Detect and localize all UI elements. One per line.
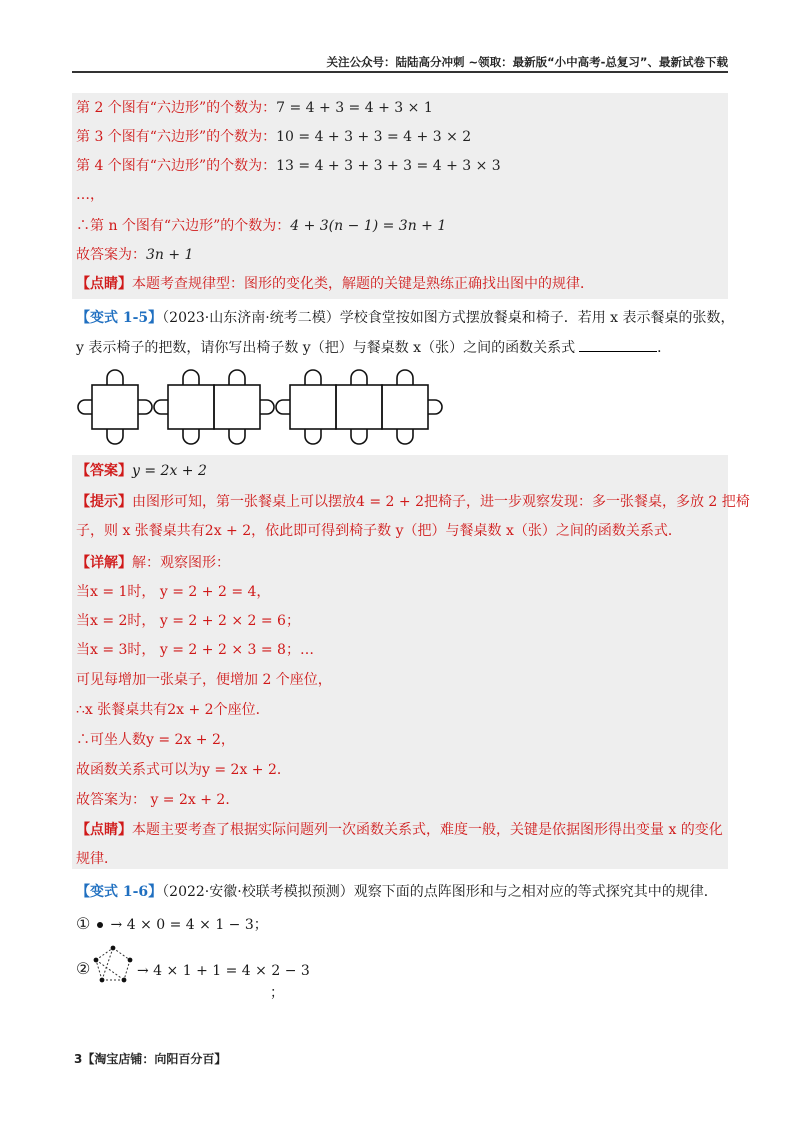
chair-bottom: [305, 429, 321, 444]
prev-line-nth-text: ∴第 n 个图有“六边形”的个数为：: [76, 218, 291, 234]
prev-line-nth: [76, 215, 446, 237]
hint-label: 【提示】: [76, 494, 132, 510]
dot: [100, 978, 105, 983]
chair-right: [260, 400, 274, 414]
q16-label: 【变式 1-6】: [76, 884, 163, 900]
detail-function: 故函数关系式可以为y = 2x + 2．: [76, 762, 291, 778]
detail-x2: 当x = 2时， y = 2 + 2 × 2 = 6；: [76, 613, 300, 629]
table-3c: [382, 385, 428, 429]
dot: [94, 958, 99, 963]
item1-expression: → 4 × 0 = 4 × 1 − 3；: [110, 917, 268, 933]
chair-bottom: [397, 429, 413, 444]
chair-left: [154, 400, 168, 414]
prev-solution-block: [72, 93, 728, 299]
chair-bottom: [107, 429, 123, 444]
detail-text: 解：观察图形：: [132, 555, 230, 571]
prev-line-3-text: 第 3 个图有“六边形”的个数为：: [76, 129, 277, 145]
tables-chairs-figure: [76, 368, 446, 446]
q16-item2: [76, 958, 90, 980]
chair-top: [305, 370, 321, 385]
chair-top: [397, 370, 413, 385]
chair-right: [428, 400, 442, 414]
detail-observe: 可见每增加一张桌子，便增加 2 个座位，: [76, 672, 332, 688]
dot-pattern-figure: [90, 944, 136, 986]
prev-line-3: [76, 126, 471, 148]
page-footer: 3【淘宝店铺：向阳百分百】: [74, 1052, 227, 1066]
detail-x3: 当x = 3时， y = 2 + 2 × 3 = 8；…: [76, 642, 314, 658]
chair-top: [229, 370, 245, 385]
q16-text: （2022·安徽·校联考模拟预测）观察下面的点阵图形和与之相对应的等式探究其中的规律．: [162, 884, 718, 900]
prev-line-2: [76, 97, 433, 119]
comment-line2: 规律．: [76, 851, 118, 867]
chair-bottom: [229, 429, 245, 444]
prev-line-2-math: 7 = 4 + 3 = 4 + 3 × 1: [276, 100, 433, 116]
header-rule: [72, 71, 728, 73]
prev-line-4-text: 第 4 个图有“六边形”的个数为：: [76, 158, 277, 174]
detail-label: 【详解】: [76, 555, 132, 571]
q16-line: [76, 881, 718, 903]
dot: [111, 946, 116, 951]
answer-label: 【答案】: [76, 463, 132, 479]
comment-text-1: 本题主要考查了根据实际问题列一次函数关系式，难度一般，关键是依据图形得出变量 x 的变化: [132, 822, 723, 838]
table-2b: [214, 385, 260, 429]
q15-label: 【变式 1-5】: [76, 310, 163, 326]
hint-line1: [76, 491, 750, 513]
q15-line2: [76, 337, 671, 359]
prev-comment-label: 【点睛】: [76, 276, 132, 292]
table-2a: [168, 385, 214, 429]
item2-expression: → 4 × 1 + 1 = 4 × 2 − 3: [137, 963, 310, 979]
prev-line-ellipsis: …，: [76, 187, 104, 203]
detail-line: [76, 552, 230, 574]
q15-line1: [76, 307, 735, 329]
single-dot: [97, 922, 103, 928]
chair-right: [138, 400, 152, 414]
detail-final: 故答案为： y = 2x + 2．: [76, 792, 240, 808]
chair-top: [183, 370, 199, 385]
comment-label: 【点睛】: [76, 822, 132, 838]
answer-line: [76, 460, 207, 482]
table-3b: [336, 385, 382, 429]
chair-top: [107, 370, 123, 385]
chair-left: [78, 400, 92, 414]
table-3a: [290, 385, 336, 429]
prev-line-3-math: 10 = 4 + 3 + 3 = 4 + 3 × 2: [276, 129, 472, 145]
hint-text-1: 由图形可知，第一张餐桌上可以摆放4 = 2 + 2把椅子，进一步观察发现：多一张餐桌，多放 2 把椅: [132, 494, 750, 510]
table-1: [92, 385, 138, 429]
answer-math: y = 2x + 2: [132, 463, 207, 479]
detail-x1: 当x = 1时， y = 2 + 2 = 4，: [76, 584, 271, 600]
q15-text-2-end: ．: [657, 340, 672, 356]
prev-answer-math: 3n + 1: [146, 247, 194, 263]
prev-comment: [76, 273, 594, 295]
item2-end: ；: [270, 985, 284, 1001]
page-header: 关注公众号：陆陆高分冲刺 ~领取：最新版“小中高考-总复习”、最新试卷下载: [326, 55, 728, 69]
comment-line1: [76, 819, 723, 841]
chair-bottom: [351, 429, 367, 444]
item1-number: ①: [76, 914, 91, 933]
detail-people: ∴可坐人数y = 2x + 2，: [76, 732, 235, 748]
prev-line-answer: [76, 244, 193, 266]
prev-line-nth-math: 4 + 3(n − 1) = 3n + 1: [290, 218, 447, 234]
dot: [122, 978, 127, 983]
prev-line-2-text: 第 2 个图有“六边形”的个数为：: [76, 100, 277, 116]
q15-text-1: （2023·山东济南·统考二模）学校食堂按如图方式摆放餐桌和椅子．若用 x 表示餐桌的张数，: [162, 310, 735, 326]
chair-left: [276, 400, 290, 414]
q16-item1: [76, 913, 268, 936]
prev-comment-text: 本题考查规律型：图形的变化类，解题的关键是熟练正确找出图中的规律．: [132, 276, 594, 292]
dot: [128, 958, 133, 963]
chair-top: [351, 370, 367, 385]
prev-line-4: [76, 155, 501, 177]
prev-line-4-math: 13 = 4 + 3 + 3 + 3 = 4 + 3 × 3: [276, 158, 501, 174]
q15-text-2: y 表示椅子的把数，请你写出椅子数 y（把）与餐桌数 x（张）之间的函数关系式: [76, 340, 576, 356]
prev-answer-text: 故答案为：: [76, 247, 146, 263]
hint-line2: 子，则 x 张餐桌共有2x + 2，依此即可得到椅子数 y（把）与餐桌数 x（张）之间的函数关系式．: [76, 523, 682, 539]
chair-bottom: [183, 429, 199, 444]
detail-total: ∴x 张餐桌共有2x + 2个座位．: [76, 702, 270, 718]
answer-blank: [579, 337, 657, 352]
item2-number: ②: [76, 959, 91, 978]
